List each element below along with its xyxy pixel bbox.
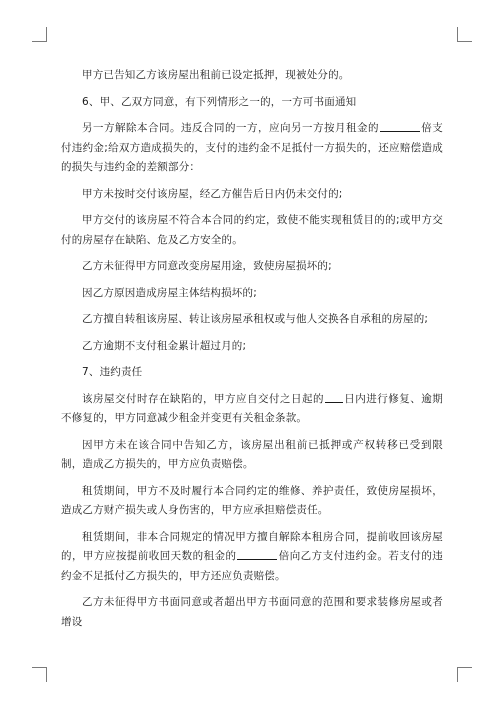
paragraph: 乙方未征得甲方书面同意或者超出甲方书面同意的范围和要求装修房屋或者增设 [61, 596, 443, 628]
paragraph: 乙方擅自转租该房屋、转让该房屋承租权或与他人交换各自承租的房屋的; [82, 313, 429, 325]
crop-mark-top-right [457, 27, 472, 42]
paragraph: 甲方未按时交付该房屋，经乙方催告后日内仍未交付的; [82, 187, 343, 200]
crop-mark-bottom-left [32, 667, 47, 682]
paragraph: 租赁期间，甲方不及时履行本合同约定的维修、养护责任，致使房屋损坏，造成乙方财产损失或人身伤害的，甲方应承担赔偿责任。 [61, 484, 443, 516]
paragraph-with-blank: 另一方解除本合同。违反合同的一方，应向另一方按月租金的 倍支付违约金;给双方造成损失的，支付的违约金不足抵付一方损失的，还应赔偿造成的损失与违约金的差额部分： [61, 122, 443, 173]
paragraph: 甲方已告知乙方该房屋出租前已设定抵押，现被处分的。 [82, 69, 350, 81]
document-body [61, 66, 443, 639]
paragraph: 乙方逾期不支付租金累计超过月的; [82, 339, 247, 352]
paragraph: 甲方交付的该房屋不符合本合同的约定，致使不能实现租赁目的的;或甲方交付的房屋存在缺陷、危及乙方安全的。 [61, 214, 443, 246]
paragraph: 因甲方未在该合同中告知乙方，该房屋出租前已抵押或产权转移已受到限制，造成乙方损失的，甲方应负责赔偿。 [61, 438, 443, 470]
fill-blank [380, 120, 420, 132]
fill-blank [237, 548, 277, 560]
clause-heading-6: 6、甲、乙双方同意，有下列情形之一的，一方可书面通知 [82, 95, 357, 108]
crop-mark-top-left [32, 27, 47, 42]
paragraph: 乙方未征得甲方同意改变房屋用途，致使房屋损坏的; [82, 260, 332, 272]
paragraph-with-blank: 租赁期间，非本合同规定的情况甲方擅自解除本租房合同，提前收回该房屋的，甲方应按提前收回天数的租金的 倍向乙方支付违约金。若支付的违约金不足抵付乙方损失的，甲方还应负责赔偿。 [61, 530, 443, 582]
fill-blank [325, 391, 343, 403]
crop-mark-bottom-right [457, 667, 472, 682]
clause-heading-7: 7、违约责任 [82, 366, 143, 378]
paragraph-with-blank: 该房屋交付时存在缺陷的，甲方应自交付之日起的 日内进行修复、逾期不修复的，甲方同意减少租金并变更有关租金条款。 [61, 392, 443, 424]
paragraph: 因乙方原因造成房屋主体结构损坏的; [82, 286, 257, 299]
